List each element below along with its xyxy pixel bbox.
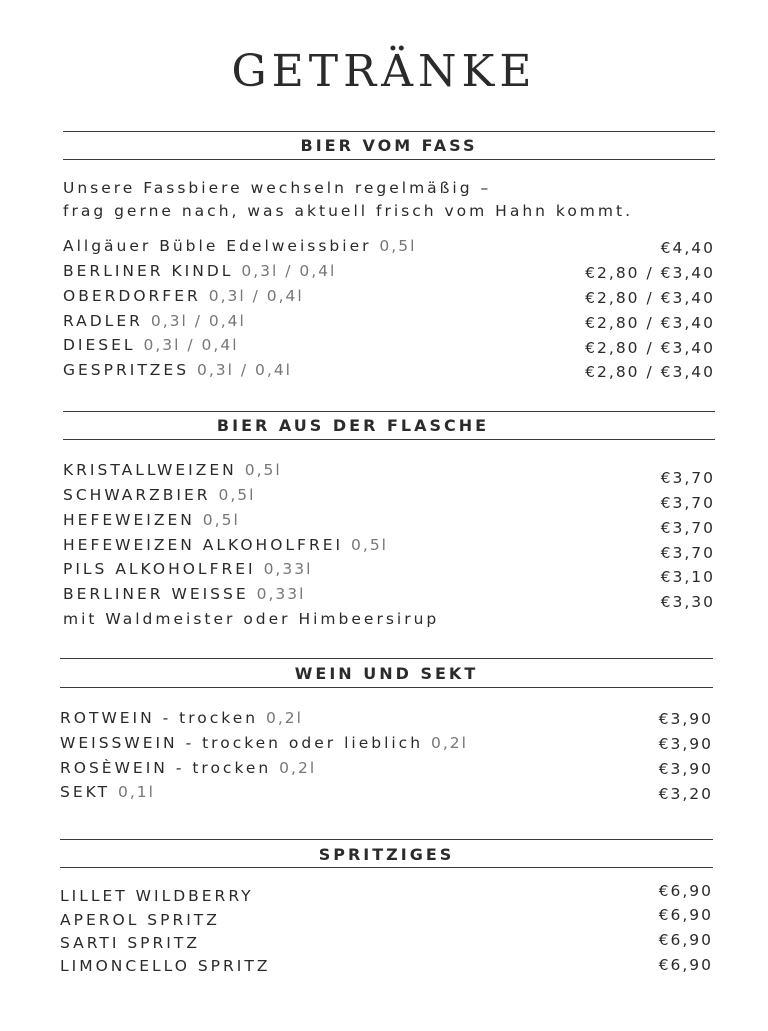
divider	[63, 131, 715, 132]
section-heading-fass: BIER VOM FASS	[300, 136, 478, 155]
divider	[63, 411, 715, 412]
item-price: €3,70	[660, 469, 715, 487]
item-price: €6,90	[658, 931, 713, 949]
menu-item: SARTI SPRITZ	[60, 934, 200, 952]
menu-item	[63, 585, 305, 603]
item-size: 0,5l	[202, 511, 240, 529]
item-size: 0,3l / 0,4l	[150, 312, 246, 330]
item-price: €3,70	[660, 519, 715, 537]
menu-item: LIMONCELLO SPRITZ	[60, 957, 271, 975]
divider	[60, 658, 713, 659]
item-name: BERLINER KINDL	[63, 262, 234, 280]
item-note: mit Waldmeister oder Himbeersirup	[63, 610, 440, 628]
item-name: GESPRITZES	[63, 361, 190, 379]
item-price: €3,70	[660, 494, 715, 512]
item-size: 0,2l	[279, 759, 317, 777]
item-price: €3,90	[658, 760, 713, 778]
item-price: €6,90	[658, 882, 713, 900]
item-size: 0,3l / 0,4l	[208, 287, 304, 305]
section-heading-flasche: BIER AUS DER FLASCHE	[216, 416, 490, 435]
item-price: €2,80 / €3,40	[585, 264, 715, 282]
menu-item	[63, 361, 292, 379]
menu-item	[63, 461, 282, 479]
item-name: KRISTALLWEIZEN	[63, 461, 237, 479]
menu-item	[60, 734, 468, 752]
item-price: €3,70	[660, 544, 715, 562]
item-size: 0,3l / 0,4l	[197, 361, 292, 379]
divider	[60, 867, 713, 868]
item-name: DIESEL	[63, 336, 136, 354]
item-name: HEFEWEIZEN ALKOHOLFREI	[63, 536, 344, 554]
item-price: €2,80 / €3,40	[585, 289, 715, 307]
fass-intro-line-2: frag gerne nach, was aktuell frisch vom Hahn kommt.	[63, 202, 634, 220]
menu-item	[63, 336, 239, 354]
menu-item	[63, 237, 416, 255]
item-size: 0,2l	[266, 709, 303, 727]
item-size: 0,5l	[218, 486, 256, 504]
item-price: €2,80 / €3,40	[585, 314, 715, 332]
menu-item	[60, 759, 316, 777]
divider	[63, 159, 715, 160]
menu-item	[60, 709, 303, 727]
item-name: SEKT	[60, 783, 111, 801]
item-price: €6,90	[658, 956, 713, 974]
divider	[60, 839, 713, 840]
item-price: €2,80 / €3,40	[585, 363, 715, 381]
menu-item	[63, 511, 240, 529]
item-name: WEISSWEIN - trocken oder lieblich	[60, 734, 424, 752]
item-size: 0,3l / 0,4l	[241, 262, 337, 280]
item-price: €3,10	[660, 568, 715, 586]
section-heading-wein: WEIN UND SEKT	[294, 664, 479, 683]
item-name: PILS ALKOHOLFREI	[63, 560, 256, 578]
item-name: RADLER	[63, 312, 143, 330]
item-size: 0,5l	[351, 536, 388, 554]
item-price: €3,20	[658, 785, 713, 803]
item-price: €3,30	[660, 593, 715, 611]
item-price: €6,90	[658, 906, 713, 924]
item-size: 0,2l	[430, 734, 468, 752]
item-size: 0,33l	[263, 560, 313, 578]
page-title: GETRÄNKE	[231, 46, 537, 97]
item-price: €2,80 / €3,40	[585, 339, 715, 357]
menu-item	[60, 783, 155, 801]
item-name: Allgäuer Büble Edelweissbier	[63, 237, 372, 255]
menu-item	[63, 312, 246, 330]
item-size: 0,5l	[244, 461, 282, 479]
section-heading-spritz: SPRITZIGES	[318, 845, 455, 864]
item-name: SCHWARZBIER	[63, 486, 211, 504]
menu-item	[63, 536, 388, 554]
item-name: HEFEWEIZEN	[63, 511, 195, 529]
menu-item	[63, 560, 312, 578]
item-size: 0,1l	[118, 783, 155, 801]
item-name: ROTWEIN - trocken	[60, 709, 259, 727]
item-price: €3,90	[658, 710, 713, 728]
item-name: OBERDORFER	[63, 287, 201, 305]
item-price: €3,90	[658, 735, 713, 753]
menu-item	[63, 486, 255, 504]
fass-intro-line-1: Unsere Fassbiere wechseln regelmäßig –	[63, 179, 492, 197]
divider	[60, 687, 713, 688]
item-name: BERLINER WEISSE	[63, 585, 249, 603]
item-size: 0,5l	[379, 237, 417, 255]
menu-item	[63, 287, 304, 305]
menu-item: LILLET WILDBERRY	[60, 887, 254, 905]
menu-item: APEROL SPRITZ	[60, 911, 220, 929]
item-name: ROSÈWEIN - trocken	[60, 759, 272, 777]
divider	[63, 439, 715, 440]
item-size: 0,3l / 0,4l	[143, 336, 239, 354]
item-price: €4,40	[660, 239, 715, 257]
menu-item	[63, 262, 336, 280]
item-size: 0,33l	[256, 585, 306, 603]
